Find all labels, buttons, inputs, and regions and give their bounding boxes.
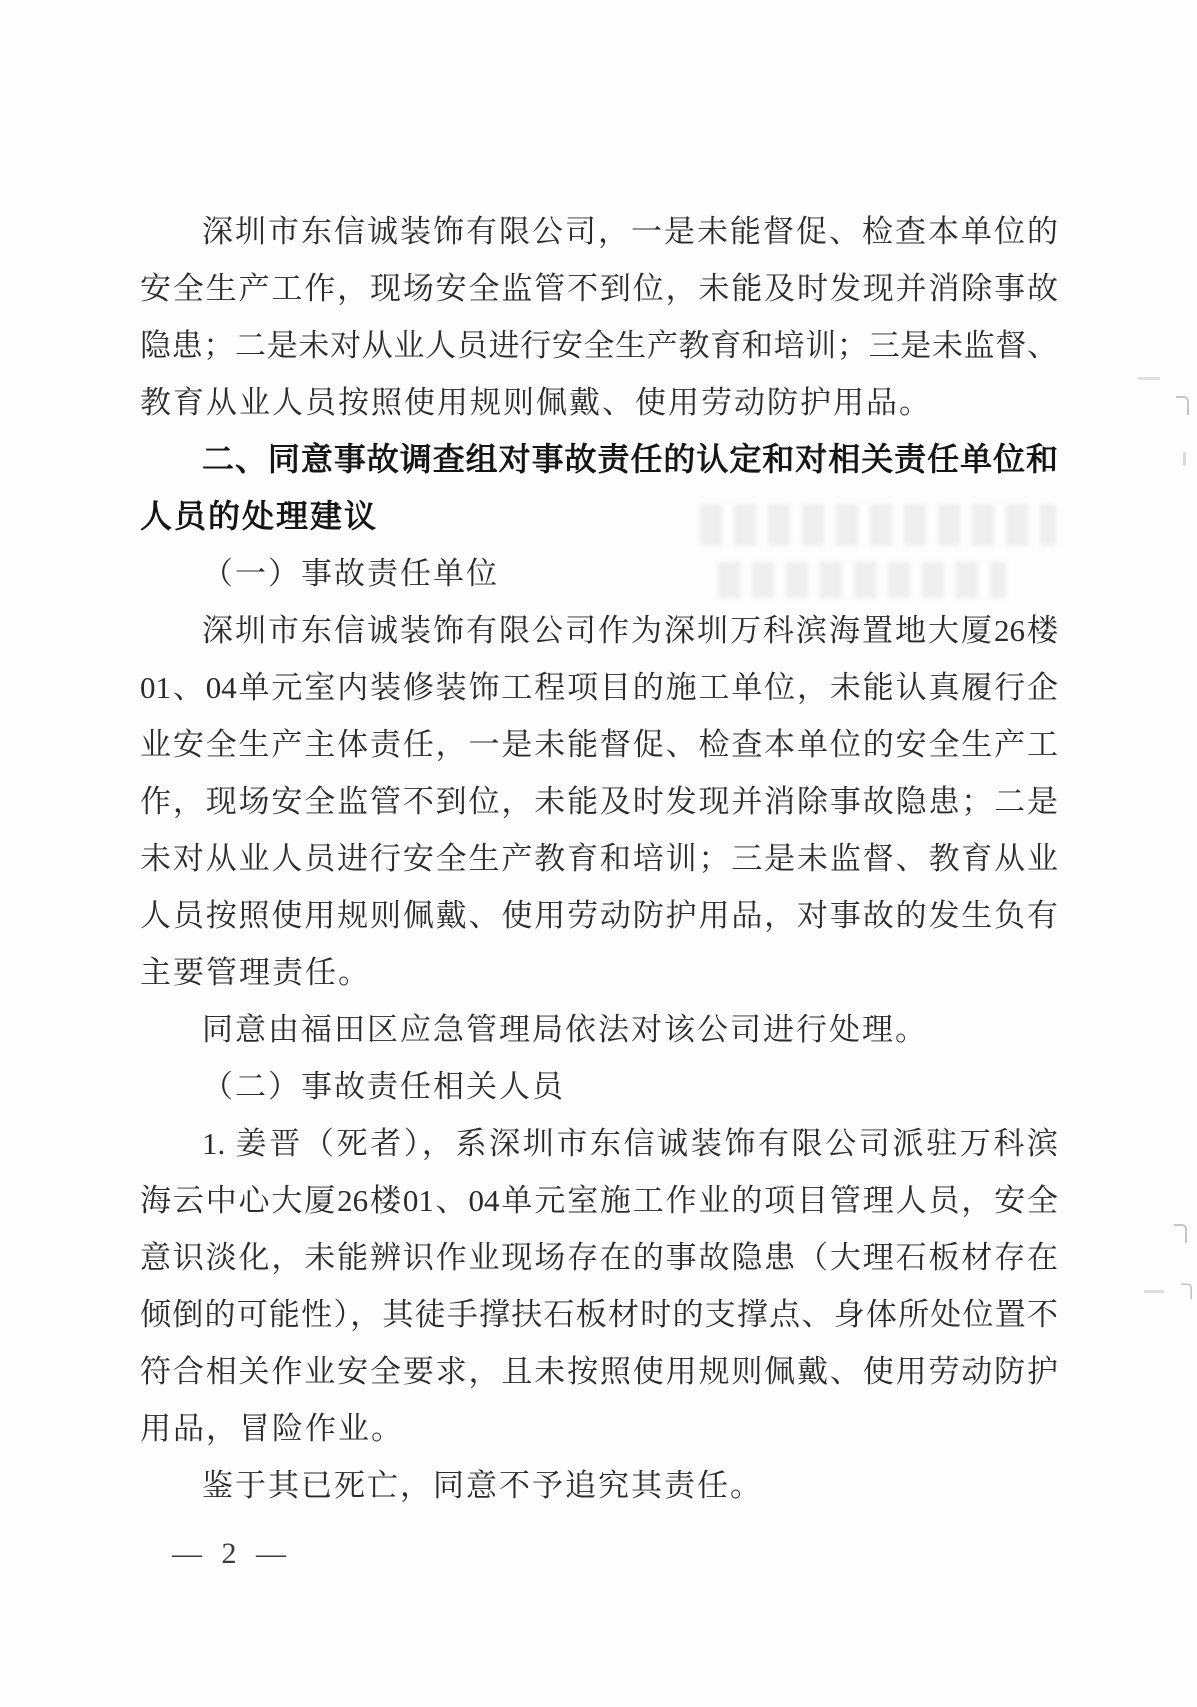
body-line: 符合相关作业安全要求，且未按照使用规则佩戴、使用劳动防护 [140, 1354, 1058, 1389]
body-line: 同意由福田区应急管理局依法对该公司进行处理。 [202, 1012, 928, 1047]
body-line: 教育从业人员按照使用规则佩戴、使用劳动防护用品。 [140, 385, 932, 420]
section-heading-line: 二、同意事故调查组对事故责任的认定和对相关责任单位和 [202, 441, 1058, 477]
body-line: 海云中心大厦26楼01、04单元室施工作业的项目管理人员，安全 [140, 1183, 1058, 1218]
bleed-through-ghost [718, 562, 1006, 598]
page-number: — 2 — [172, 1537, 292, 1570]
body-line: 未对从业人员进行安全生产教育和培训；三是未监督、教育从业 [140, 841, 1058, 876]
body-line: 人员按照使用规则佩戴、使用劳动防护用品，对事故的发生负有 [140, 898, 1058, 933]
scan-mark [1144, 1290, 1164, 1293]
body-line: 作，现场安全监管不到位，未能及时发现并消除事故隐患；二是 [140, 784, 1058, 819]
bleed-through-ghost [700, 504, 1056, 546]
section-heading-line: 人员的处理建议 [140, 498, 379, 534]
body-line: 主要管理责任。 [140, 955, 371, 990]
body-line: 深圳市东信诚装饰有限公司，一是未能督促、检查本单位的 [202, 214, 1058, 249]
scan-mark [1174, 1224, 1187, 1243]
scan-mark [1181, 1283, 1192, 1299]
body-line: 倾倒的可能性），其徒手撑扶石板材时的支撑点、身体所处位置不 [140, 1297, 1058, 1332]
body-line: 隐患；二是未对从业人员进行安全生产教育和培训；三是未监督、 [140, 328, 1058, 363]
scan-mark [1176, 396, 1189, 415]
scan-mark [1183, 452, 1186, 466]
subsection-heading: （二）事故责任相关人员 [202, 1069, 565, 1104]
body-line: 鉴于其已死亡，同意不予追究其责任。 [202, 1468, 763, 1503]
document-body [140, 203, 1058, 1514]
scan-mark [1138, 377, 1160, 380]
body-line: 深圳市东信诚装饰有限公司作为深圳万科滨海置地大厦26楼 [202, 613, 1058, 648]
body-line: 1. 姜晋（死者），系深圳市东信诚装饰有限公司派驻万科滨 [202, 1126, 1058, 1161]
subsection-heading: （一）事故责任单位 [202, 556, 499, 591]
page-footer [172, 1534, 292, 1574]
body-line: 用品，冒险作业。 [140, 1411, 404, 1446]
body-line: 业安全生产主体责任，一是未能督促、检查本单位的安全生产工 [140, 727, 1058, 762]
body-line: 01、04单元室内装修装饰工程项目的施工单位，未能认真履行企 [140, 670, 1058, 705]
body-line: 安全生产工作，现场安全监管不到位，未能及时发现并消除事故 [140, 271, 1058, 306]
body-line: 意识淡化，未能辨识作业现场存在的事故隐患（大理石板材存在 [140, 1240, 1058, 1275]
